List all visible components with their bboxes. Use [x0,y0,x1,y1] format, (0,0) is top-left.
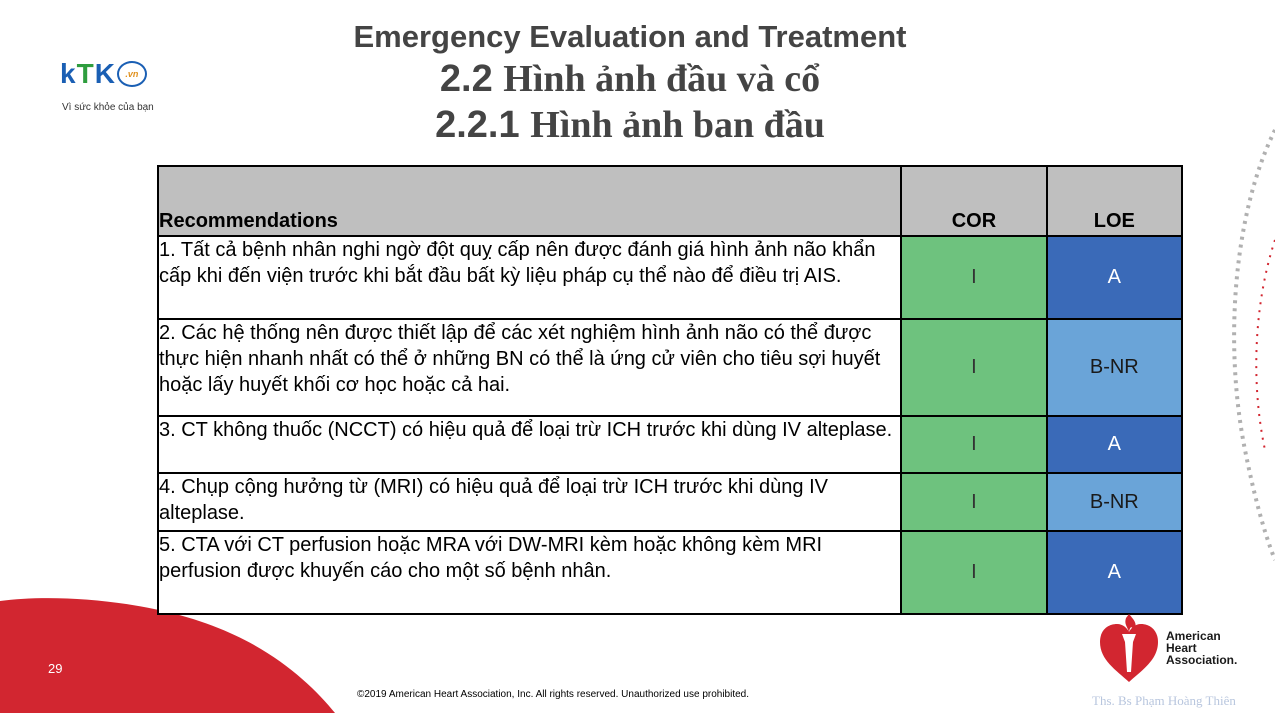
header-cor: COR [901,166,1046,236]
cor-cell: I [901,319,1046,416]
table-row [158,416,1182,473]
loe-cell: A [1047,416,1182,473]
recommendation-text: 4. Chụp cộng hưởng từ (MRI) có hiệu quả để loại trừ ICH trước khi dùng IV alteplase. [158,473,901,531]
title-line-2 [330,56,930,102]
author-credit: Ths. Bs Phạm Hoàng Thiên [1092,693,1236,708]
aha-logo [1098,612,1237,684]
recommendation-text: 2. Các hệ thống nên được thiết lập để các xét nghiệm hình ảnh não có thể được thực hiện nhanh nhất có thể ở những BN có thể là ứng cử viên cho tiêu sợi huyết hoặc lấy huyết khối cơ học hoặc cả hai. [158,319,901,416]
recommendation-text: 1. Tất cả bệnh nhân nghi ngờ đột quỵ cấp nên được đánh giá hình ảnh não khẩn cấp khi đến viện trước khi bắt đầu bất kỳ liệu pháp cụ thể nào để điều trị AIS. [158,236,901,319]
table-row [158,319,1182,416]
recommendations-table [157,165,1183,615]
table-row [158,236,1182,319]
table-header-row [158,166,1182,236]
loe-cell: A [1047,531,1182,614]
loe-cell: B-NR [1047,473,1182,531]
dashed-arc-decoration [1215,120,1275,580]
ktk-logo-k1: k [60,58,77,89]
ktk-logo-vn-badge: .vn [117,61,147,87]
title-line-3 [330,102,930,148]
aha-line-1: American [1166,629,1221,643]
ktk-logo [60,58,147,90]
aha-line-3: Association. [1166,653,1238,667]
aha-line-2: Heart [1166,641,1197,655]
aha-wordmark [1166,630,1237,666]
page-number: 29 [48,661,63,676]
ktk-logo-tagline: Vì sức khỏe của bạn [62,102,154,113]
recommendation-text: 5. CTA với CT perfusion hoặc MRA với DW-MRI kèm hoặc không kèm MRI perfusion được khuyến cáo cho một số bệnh nhân. [158,531,901,614]
title-line-3-text: Hình ảnh ban đầu [530,104,825,146]
heart-torch-icon [1098,612,1160,684]
title-line-2-number: 2.2 [439,58,493,100]
title-line-1: Emergency Evaluation and Treatment [353,19,907,54]
cor-cell: I [901,473,1046,531]
copyright-notice: ©2019 American Heart Association, Inc. All rights reserved. Unauthorized use prohibited. [357,689,750,700]
cor-cell: I [901,531,1046,614]
title-line-3-number: 2.2.1 [435,104,520,146]
ktk-logo-k2: K [94,58,116,89]
loe-cell: B-NR [1047,319,1182,416]
header-loe: LOE [1047,166,1182,236]
recommendation-text: 3. CT không thuốc (NCCT) có hiệu quả để loại trừ ICH trước khi dùng IV alteplase. [158,416,901,473]
cor-cell: I [901,416,1046,473]
slide-title [330,18,930,148]
title-line-2-text: Hình ảnh đầu và cổ [503,58,821,100]
table-row [158,531,1182,614]
loe-cell: A [1047,236,1182,319]
header-recommendations: Recommendations [158,166,901,236]
table-row [158,473,1182,531]
cor-cell: I [901,236,1046,319]
ktk-logo-text [60,58,116,90]
ktk-logo-t: T [76,58,95,89]
